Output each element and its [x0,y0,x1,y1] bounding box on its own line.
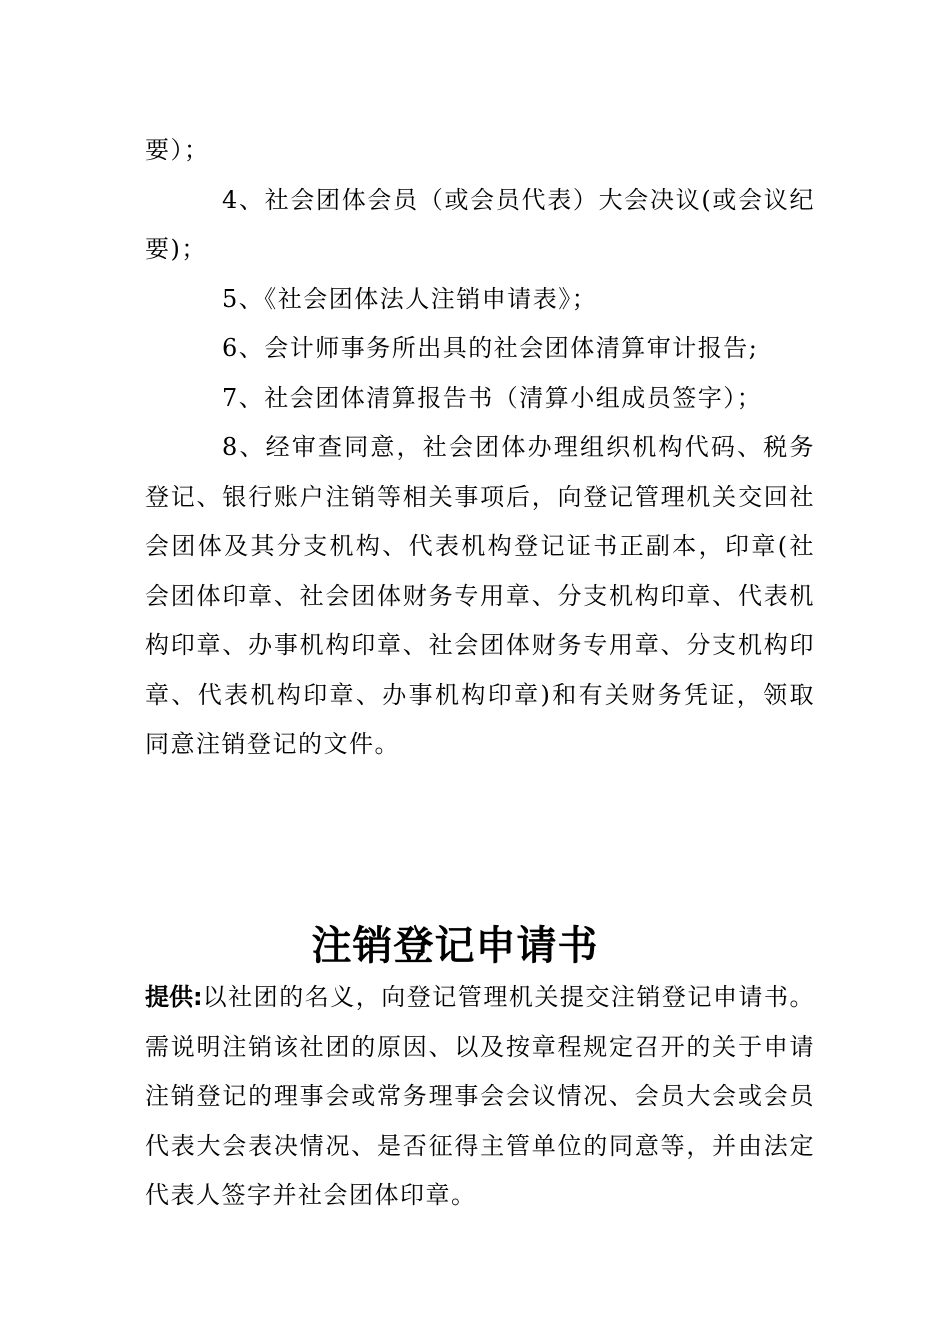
list-item-7: 7、社会团体清算报告书（清算小组成员签字）； [222,383,763,412]
application-description [145,973,815,1221]
section-title: 注销登记申请书 [311,923,599,969]
list-item-8: 8、经审查同意，社会团体办理组织机构代码、税务登记、银行账户注销等相关事项后，向登记管理机关交回社会团体及其分支机构、代表机构登记证书正副本，印章(社会团体印章、社会团体财务专用章、分支机构印章、代表机构印章、办事机构印章、社会团体财务专用章、分支机构印章、代表机构印章、办事机构印章)和有关财务凭证，领取同意注销登记的文件。 [145,433,815,758]
requirements-list [145,126,815,770]
list-item-6: 6、会计师事务所出具的社会团体清算审计报告; [222,334,759,362]
list-item-5: 5、《社会团体法人注销申请表》； [222,284,598,313]
description-body: 以社团的名义，向登记管理机关提交注销登记申请书。需说明注销该社团的原因、以及按章程规定召开的关于申请注销登记的理事会或常务理事会会议情况、会员大会或会员代表大会表决情况、是否征得主管单位的同意等，并由法定代表人签字并社会团体印章。 [145,983,815,1209]
description-paragraph [145,973,815,1221]
list-item-4: 4、社会团体会员（或会员代表）大会决议(或会议纪要)； [145,185,815,263]
list-item-continuation: 要）； [145,136,210,164]
provide-label: 提供: [145,983,203,1011]
